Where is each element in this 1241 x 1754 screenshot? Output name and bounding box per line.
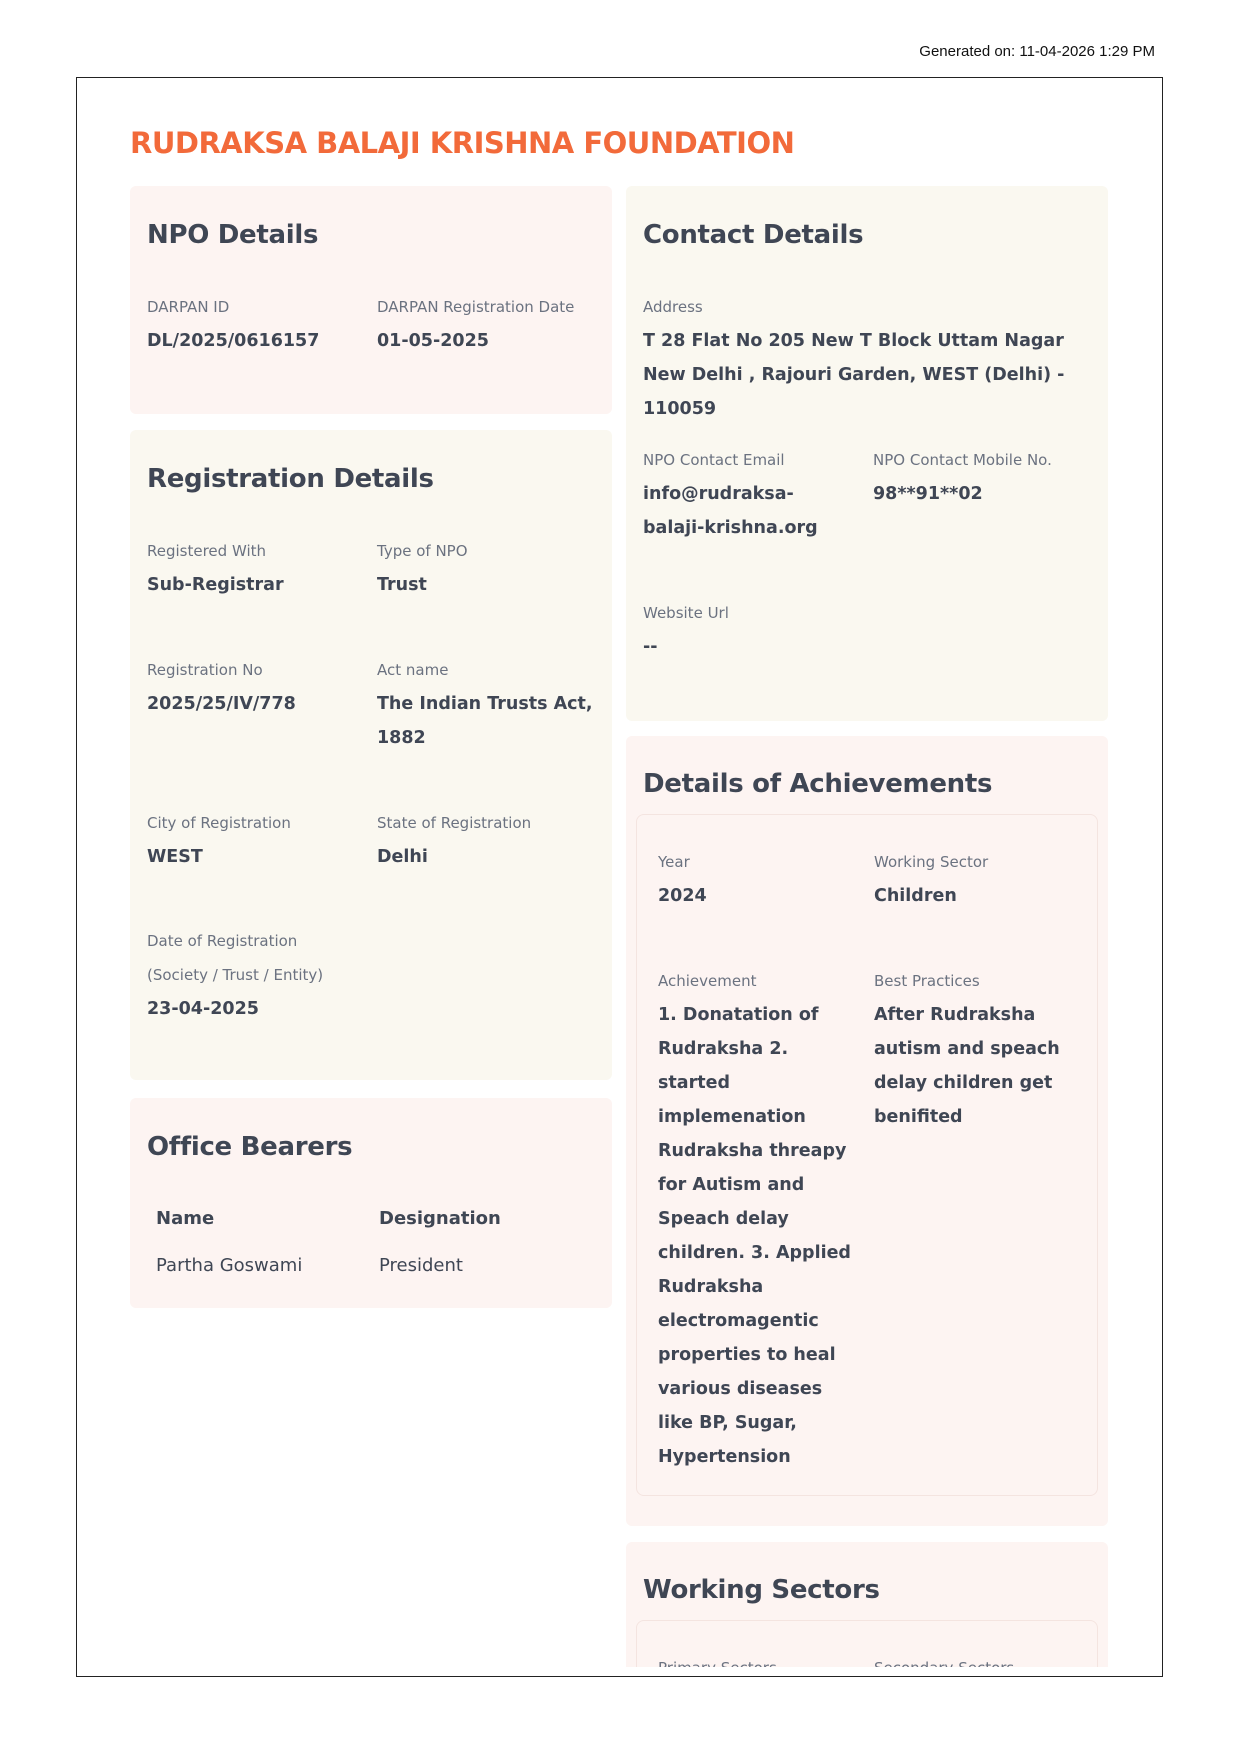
registration-no-value: 2025/25/IV/778 xyxy=(147,694,296,714)
registered-with-value: Sub-Registrar xyxy=(147,575,284,595)
office-bearers-header-designation: Designation xyxy=(379,1208,501,1229)
type-of-npo-label: Type of NPO xyxy=(377,542,468,560)
address-label: Address xyxy=(643,298,703,316)
city-of-registration-value: WEST xyxy=(147,847,203,867)
achievement-year-value: 2024 xyxy=(658,886,707,906)
achievements-title: Details of Achievements xyxy=(643,769,993,799)
npo-details-card xyxy=(130,186,612,414)
registration-details-title: Registration Details xyxy=(147,464,434,494)
achievement-year-label: Year xyxy=(658,853,690,871)
act-name-value: The Indian Trusts Act, 1882 xyxy=(377,694,593,748)
achievement-text-value: 1. Donatation of Rudraksha 2. started implemenation Rudraksha threapy for Autism and Speach delay children. 3. Applied Rudraksha electromagentic properties to heal various diseases like BP, Sugar, Hypertension xyxy=(658,1005,851,1467)
registered-with-label: Registered With xyxy=(147,542,267,560)
bearer-name: Partha Goswami xyxy=(156,1255,303,1276)
best-practices-field xyxy=(874,964,1074,1134)
type-of-npo-value: Trust xyxy=(377,575,427,595)
type-of-npo-field xyxy=(377,534,587,602)
working-sector-field xyxy=(874,845,1074,913)
working-sectors-card xyxy=(626,1542,1108,1677)
contact-details-title: Contact Details xyxy=(643,220,864,250)
organization-name: RUDRAKSA BALAJI KRISHNA FOUNDATION xyxy=(130,126,795,160)
website-value: -- xyxy=(643,637,658,657)
achievements-card xyxy=(626,736,1108,1526)
act-name-field xyxy=(377,653,597,755)
darpan-id-field xyxy=(147,290,357,358)
office-bearers-header-name: Name xyxy=(156,1208,215,1229)
city-of-registration-label: City of Registration xyxy=(147,814,291,832)
npo-details-title: NPO Details xyxy=(147,220,319,250)
contact-email-value: info@rudraksa-balaji-krishna.org xyxy=(643,484,818,538)
achievement-text-label: Achievement xyxy=(658,972,757,990)
website-field xyxy=(643,596,853,664)
contact-mobile-field xyxy=(873,443,1093,511)
darpan-reg-date-field xyxy=(377,290,597,358)
state-of-registration-value: Delhi xyxy=(377,847,428,867)
achievement-item xyxy=(636,814,1098,1496)
address-value: T 28 Flat No 205 New T Block Uttam Nagar New Delhi , Rajouri Garden, WEST (Delhi) - 110059 xyxy=(643,331,1065,419)
state-of-registration-label: State of Registration xyxy=(377,814,532,832)
darpan-id-label: DARPAN ID xyxy=(147,298,230,316)
darpan-reg-date-value: 01-05-2025 xyxy=(377,331,489,351)
contact-mobile-label: NPO Contact Mobile No. xyxy=(873,451,1052,469)
state-of-registration-field xyxy=(377,806,587,874)
act-name-label: Act name xyxy=(377,661,449,679)
registration-no-field xyxy=(147,653,357,721)
registration-details-card xyxy=(130,430,612,1080)
contact-email-field xyxy=(643,443,843,545)
contact-details-card xyxy=(626,186,1108,721)
contact-mobile-value: 98**91**02 xyxy=(873,484,983,504)
achievement-year-field xyxy=(658,845,848,913)
date-of-registration-value: 23-04-2025 xyxy=(147,999,259,1019)
best-practices-value: After Rudraksha autism and speach delay children get benifited xyxy=(874,1005,1060,1127)
date-of-registration-field xyxy=(147,924,347,1026)
darpan-reg-date-label: DARPAN Registration Date xyxy=(377,298,575,316)
document-frame xyxy=(76,77,1163,1677)
best-practices-label: Best Practices xyxy=(874,972,980,990)
city-of-registration-field xyxy=(147,806,357,874)
address-field xyxy=(643,290,1093,426)
darpan-id-value: DL/2025/0616157 xyxy=(147,331,320,351)
office-bearers-title: Office Bearers xyxy=(147,1132,353,1162)
working-sector-value: Children xyxy=(874,886,957,906)
achievement-text-field xyxy=(658,964,858,1474)
office-bearers-card xyxy=(130,1098,612,1308)
page-cut-mask xyxy=(77,1667,1162,1677)
contact-email-label: NPO Contact Email xyxy=(643,451,785,469)
working-sectors-title: Working Sectors xyxy=(643,1575,880,1605)
website-label: Website Url xyxy=(643,604,729,622)
generated-timestamp: Generated on: 11-04-2026 1:29 PM xyxy=(919,43,1155,60)
registered-with-field xyxy=(147,534,357,602)
date-of-registration-label: Date of Registration (Society / Trust / Entity) xyxy=(147,932,324,984)
registration-no-label: Registration No xyxy=(147,661,263,679)
working-sector-label: Working Sector xyxy=(874,853,989,871)
bearer-designation: President xyxy=(379,1255,463,1276)
